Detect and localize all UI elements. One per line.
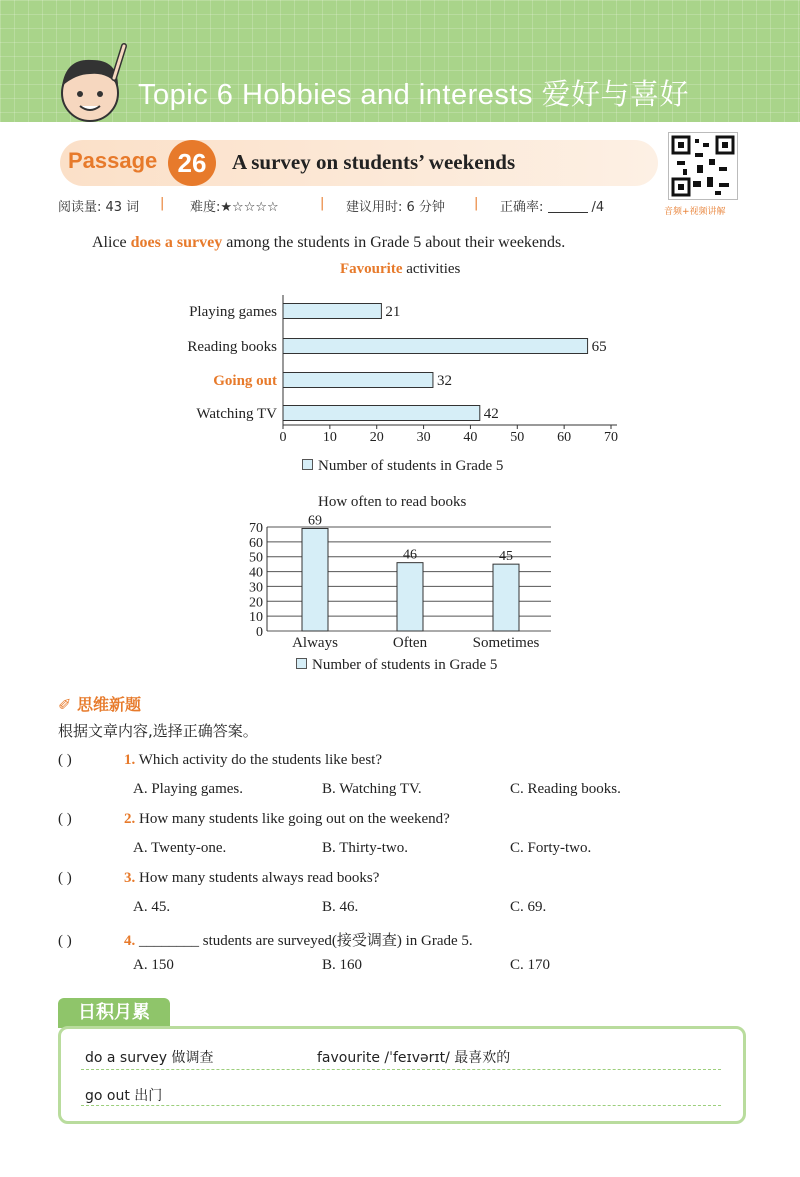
dashed-divider bbox=[81, 1069, 721, 1070]
bar bbox=[397, 563, 423, 631]
value-label: 69 bbox=[308, 513, 322, 529]
chart2-title: How often to read books bbox=[318, 494, 467, 510]
x-tick-label: 70 bbox=[604, 430, 618, 445]
accuracy: 正确率: /4 bbox=[500, 200, 605, 215]
accuracy-blank[interactable] bbox=[548, 200, 588, 213]
word-count: 阅读量: 43 词 bbox=[58, 200, 140, 215]
x-tick-label: 40 bbox=[463, 430, 478, 445]
topic-title: Topic 6 Hobbies and interests 爱好与喜好 bbox=[138, 79, 689, 111]
y-tick-label: 70 bbox=[249, 521, 263, 536]
difficulty-stars: ★☆☆☆☆ bbox=[220, 200, 279, 215]
category-label: Reading books bbox=[187, 339, 277, 355]
chart1-title: Favourite activities bbox=[340, 261, 461, 277]
dashed-divider bbox=[81, 1105, 721, 1106]
answer-blank[interactable]: ( ) bbox=[58, 752, 72, 768]
meta-separator: | bbox=[320, 196, 325, 211]
bar bbox=[283, 406, 480, 421]
bar bbox=[302, 528, 328, 631]
option-c[interactable]: C. 69. bbox=[510, 899, 547, 915]
y-tick-label: 60 bbox=[249, 535, 263, 551]
suggested-time: 建议用时: 6 分钟 bbox=[346, 200, 445, 215]
y-tick-label: 10 bbox=[249, 610, 263, 626]
reading-frequency-chart bbox=[0, 510, 800, 658]
x-tick-label: 30 bbox=[416, 430, 431, 445]
option-b[interactable]: B. 46. bbox=[322, 899, 359, 915]
y-tick-label: 30 bbox=[249, 580, 263, 596]
daily-title: 日积月累 bbox=[58, 998, 170, 1028]
section-title: ✐ 思维新题 bbox=[58, 695, 141, 714]
intro-sentence: Alice does a survey among the students in Grade 5 about their weekends. bbox=[92, 234, 566, 251]
vocab-box bbox=[58, 1026, 746, 1124]
value-label: 32 bbox=[436, 373, 452, 389]
favourite-activities-chart bbox=[0, 285, 800, 445]
question-2: ( ) 2. How many students like going out on the weekend? bbox=[58, 811, 450, 827]
y-tick-label: 50 bbox=[249, 550, 263, 566]
category-label: Going out bbox=[213, 373, 277, 389]
option-a[interactable]: A. 150 bbox=[133, 957, 174, 973]
option-b[interactable]: B. Thirty-two. bbox=[322, 840, 408, 856]
bar bbox=[283, 339, 588, 354]
option-a[interactable]: A. 45. bbox=[133, 899, 171, 915]
boy-mascot-icon bbox=[48, 38, 138, 130]
value-label: 65 bbox=[591, 339, 607, 355]
answer-blank[interactable]: ( ) bbox=[58, 811, 72, 827]
question-3: ( ) 3. How many students always read books? bbox=[58, 870, 380, 886]
option-a[interactable]: A. Playing games. bbox=[133, 781, 243, 797]
difficulty: 难度:★☆☆☆☆ bbox=[190, 200, 279, 215]
vocab-item: go out 出门 bbox=[85, 1088, 163, 1104]
legend-swatch bbox=[302, 459, 313, 470]
category-label: Sometimes bbox=[472, 635, 540, 651]
y-tick-label: 20 bbox=[249, 595, 263, 611]
value-label: 46 bbox=[403, 547, 417, 563]
qr-caption: 音频+视频讲解 bbox=[664, 207, 726, 217]
value-label: 42 bbox=[483, 406, 499, 422]
x-tick-label: 20 bbox=[369, 430, 384, 445]
option-c[interactable]: C. Reading books. bbox=[510, 781, 621, 797]
passage-label: Passage bbox=[68, 148, 158, 173]
chart1-legend: Number of students in Grade 5 bbox=[302, 458, 503, 475]
y-tick-label: 40 bbox=[249, 565, 263, 581]
option-b[interactable]: B. Watching TV. bbox=[322, 781, 422, 797]
bar bbox=[493, 564, 519, 631]
passage-title: A survey on students’ weekends bbox=[232, 150, 516, 174]
chart2-legend: Number of students in Grade 5 bbox=[296, 657, 497, 674]
x-tick-label: 50 bbox=[510, 430, 525, 445]
option-c[interactable]: C. Forty-two. bbox=[510, 840, 592, 856]
answer-blank[interactable]: ( ) bbox=[58, 933, 72, 949]
vocab-item: do a survey 做调查 bbox=[85, 1050, 214, 1066]
value-label: 45 bbox=[499, 549, 513, 565]
vocab-item: favourite /ˈfeɪvərɪt/ 最喜欢的 bbox=[317, 1050, 511, 1066]
meta-separator: | bbox=[160, 196, 165, 211]
meta-separator: | bbox=[474, 196, 479, 211]
question-4: ( ) 4. ________ students are surveyed(接受调查) in Grade 5. bbox=[58, 933, 473, 949]
x-tick-label: 10 bbox=[322, 430, 337, 445]
y-tick-label: 0 bbox=[256, 625, 263, 640]
legend-swatch bbox=[296, 658, 307, 669]
category-label: Playing games bbox=[189, 304, 277, 320]
option-c[interactable]: C. 170 bbox=[510, 957, 551, 973]
category-label: Always bbox=[292, 635, 338, 651]
x-tick-label: 60 bbox=[557, 430, 572, 445]
value-label: 21 bbox=[385, 304, 401, 320]
instruction: 根据文章内容,选择正确答案。 bbox=[58, 722, 258, 740]
category-label: Often bbox=[392, 635, 428, 651]
option-b[interactable]: B. 160 bbox=[322, 957, 363, 973]
question-1: ( ) 1. Which activity do the students like best? bbox=[58, 752, 383, 768]
option-a[interactable]: A. Twenty-one. bbox=[133, 840, 227, 856]
qr-code-icon[interactable] bbox=[668, 132, 738, 200]
category-label: Watching TV bbox=[196, 406, 277, 422]
bar bbox=[283, 373, 433, 388]
x-tick-label: 0 bbox=[279, 430, 287, 445]
passage-number: 26 bbox=[168, 140, 216, 186]
bar bbox=[283, 304, 381, 319]
answer-blank[interactable]: ( ) bbox=[58, 870, 72, 886]
